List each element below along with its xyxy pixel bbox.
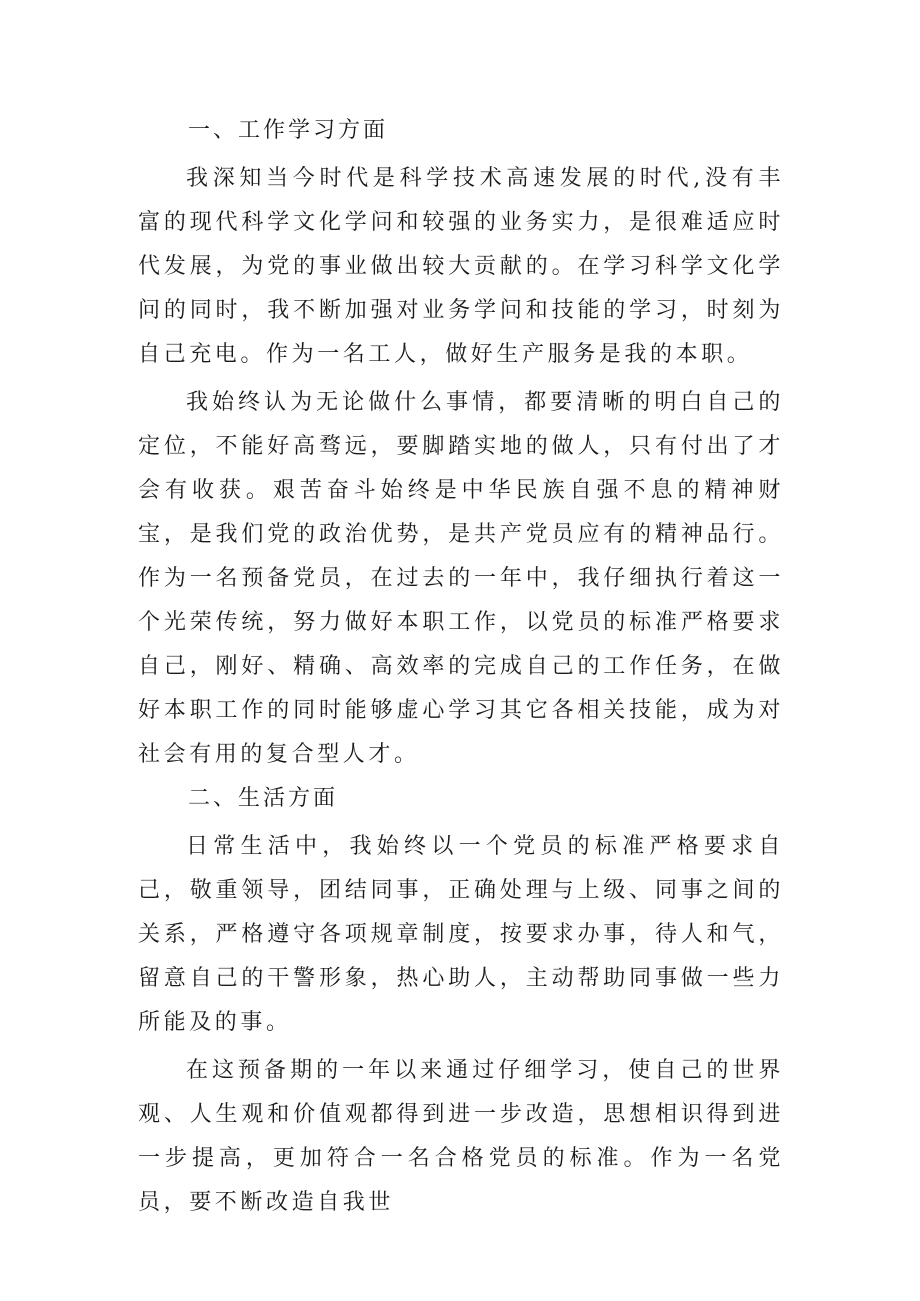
paragraph: 我深知当今时代是科学技术高速发展的时代,没有丰富的现代科学文化学问和较强的业务实力，是很难适应时代发展，为党的事业做出较大贡献的。在学习科学文化学问的同时，我不断加强对业务学问和技能的学习，时刻为自己充电。作为一名工人，做好生产服务是我的本职。 <box>138 166 784 367</box>
document-body <box>138 113 784 1225</box>
paragraph: 我始终认为无论做什么事情，都要清晰的明白自己的定位，不能好高骛远，要脚踏实地的做人，只有付出了才会有收获。艰苦奋斗始终是中华民族自强不息的精神财宝，是我们党的政治优势，是共产党员应有的精神品行。作为一名预备党员，在过去的一年中，我仔细执行着这一个光荣传统，努力做好本职工作，以党员的标准严格要求自己，刚好、精确、高效率的完成自己的工作任务，在做好本职工作的同时能够虚心学习其它各相关技能，成为对社会有用的复合型人才。 <box>138 390 784 767</box>
section-heading-work-study: 一、工作学习方面 <box>188 118 389 143</box>
section-heading-life: 二、生活方面 <box>188 786 339 811</box>
paragraph: 日常生活中，我始终以一个党员的标准严格要求自己，敬重领导，团结同事，正确处理与上级、同事之间的关系，严格遵守各项规章制度，按要求办事，待人和气，留意自己的干警形象，热心助人，主动帮助同事做一些力所能及的事。 <box>138 834 784 1035</box>
paragraph: 在这预备期的一年以来通过仔细学习，使自己的世界观、人生观和价值观都得到进一步改造，思想相识得到进一步提高，更加符合一名合格党员的标准。作为一名党员，要不断改造自我世 <box>138 1058 784 1215</box>
